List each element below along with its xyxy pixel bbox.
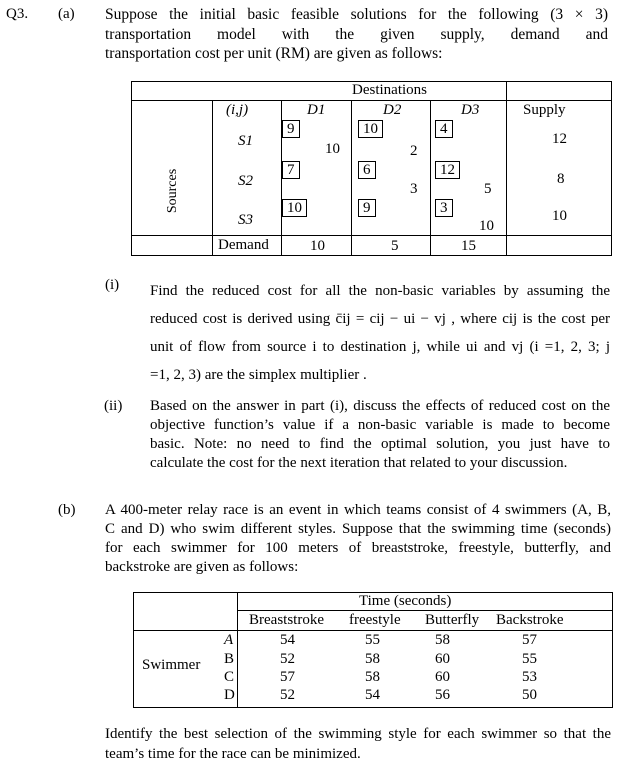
style-backstroke: Backstroke [496,612,564,628]
time-cell: 50 [522,687,537,703]
time-cell: 57 [522,632,537,648]
swimmer-table [133,592,613,708]
transportation-table [131,81,612,256]
time-cell: 52 [280,687,295,703]
ij-header: (i,j) [226,102,249,118]
cost-cell: 6 [358,161,376,179]
question-number: Q3. [6,6,29,22]
dest-header-d3: D3 [461,102,480,118]
cost-cell: 9 [358,199,376,217]
closing-line: team’s time for the race can be minimized. [105,746,361,762]
part-ii-line: Based on the answer in part (i), discuss the effects of reduced cost on the [150,398,610,414]
part-ii-line: basic. Note: no need to find the optimal solution, you just have to [150,436,610,452]
demand-label: Demand [218,237,269,253]
part-b-line: for each swimmer for 100 meters of breaststroke, freestyle, butterfly, and [105,540,611,556]
part-a-label: (a) [58,6,75,22]
cost-cell: 12 [435,161,460,179]
demand-value: 10 [310,238,325,254]
source-s3: S3 [238,212,253,228]
time-cell: 58 [365,669,380,685]
time-cell: 58 [365,651,380,667]
sources-label: Sources [165,168,180,214]
part-a-intro [105,6,608,65]
allocation-cell: 10 [479,218,494,234]
time-cell: 58 [435,632,450,648]
part-i-text [150,277,610,389]
swimmer-b: B [224,651,235,667]
allocation-cell: 5 [484,181,492,197]
time-cell: 54 [365,687,380,703]
allocation-cell: 10 [325,141,340,157]
time-cell: 60 [435,651,450,667]
intro-line: transportation model with the given supply, demand and [105,25,608,43]
part-b-label: (b) [58,502,76,518]
time-cell: 60 [435,669,450,685]
allocation-cell: 3 [410,181,418,197]
cost-cell: 10 [282,199,307,217]
time-cell: 54 [280,632,295,648]
cost-cell: 3 [435,199,453,217]
swimmer-d: D [224,687,235,703]
demand-value: 5 [391,238,399,254]
cost-cell: 4 [435,120,453,138]
part-i-line: =1, 2, 3) are the simplex multiplier . [150,367,367,383]
dest-header-d2: D2 [383,102,402,118]
source-s1: S1 [238,133,253,149]
part-ii-line: objective function’s value if a non-basic variable is made to become [150,417,610,433]
part-b-intro [105,502,611,578]
part-i-label: (i) [105,277,120,293]
style-butterfly: Butterfly [425,612,480,628]
swimmer-c: C [224,669,235,685]
part-b-line: C and D) who swim different styles. Suppose that the swimming time (seconds) [105,521,611,537]
time-cell: 52 [280,651,295,667]
part-b-line: backstroke are given as follows: [105,559,299,575]
time-cell: 53 [522,669,537,685]
part-ii-line: calculate the cost for the next iteration that related to your discussion. [150,455,568,471]
supply-value: 12 [552,131,567,147]
time-cell: 57 [280,669,295,685]
closing-line: Identify the best selection of the swimming style for each swimmer so that the [105,726,611,742]
cost-cell: 9 [282,120,300,138]
time-cell: 55 [365,632,380,648]
supply-header: Supply [523,102,566,118]
part-b-line: A 400-meter relay race is an event in which teams consist of 4 swimmers (A, B, [105,502,611,518]
cost-cell: 10 [358,120,383,138]
part-ii-text [150,398,610,474]
demand-value: 15 [461,238,476,254]
swimmer-label: Swimmer [142,657,201,673]
part-i-line: Find the reduced cost for all the non-basic variables by assuming the [150,283,610,299]
source-s2: S2 [238,173,253,189]
swimmer-a: A [224,632,234,648]
part-i-line: unit of flow from source i to destination j, while ui and vj (i =1, 2, 3; j [150,339,610,355]
supply-value: 8 [557,171,565,187]
part-i-line: reduced cost is derived using c̄ij = cij − ui − vj , where cij is the cost per [150,311,610,327]
destinations-header: Destinations [352,82,427,98]
time-cell: 55 [522,651,537,667]
intro-line: transportation cost per unit (RM) are given as follows: [105,45,443,62]
cost-cell: 7 [282,161,300,179]
time-header: Time (seconds) [359,593,452,609]
style-freestyle: freestyle [349,612,401,628]
intro-line: Suppose the initial basic feasible solutions for the following (3 × 3) [105,6,608,23]
part-ii-label: (ii) [104,398,123,414]
time-cell: 56 [435,687,450,703]
allocation-cell: 2 [410,143,418,159]
dest-header-d1: D1 [307,102,326,118]
part-b-closing [105,724,611,764]
style-breaststroke: Breaststroke [249,612,324,628]
supply-value: 10 [552,208,567,224]
